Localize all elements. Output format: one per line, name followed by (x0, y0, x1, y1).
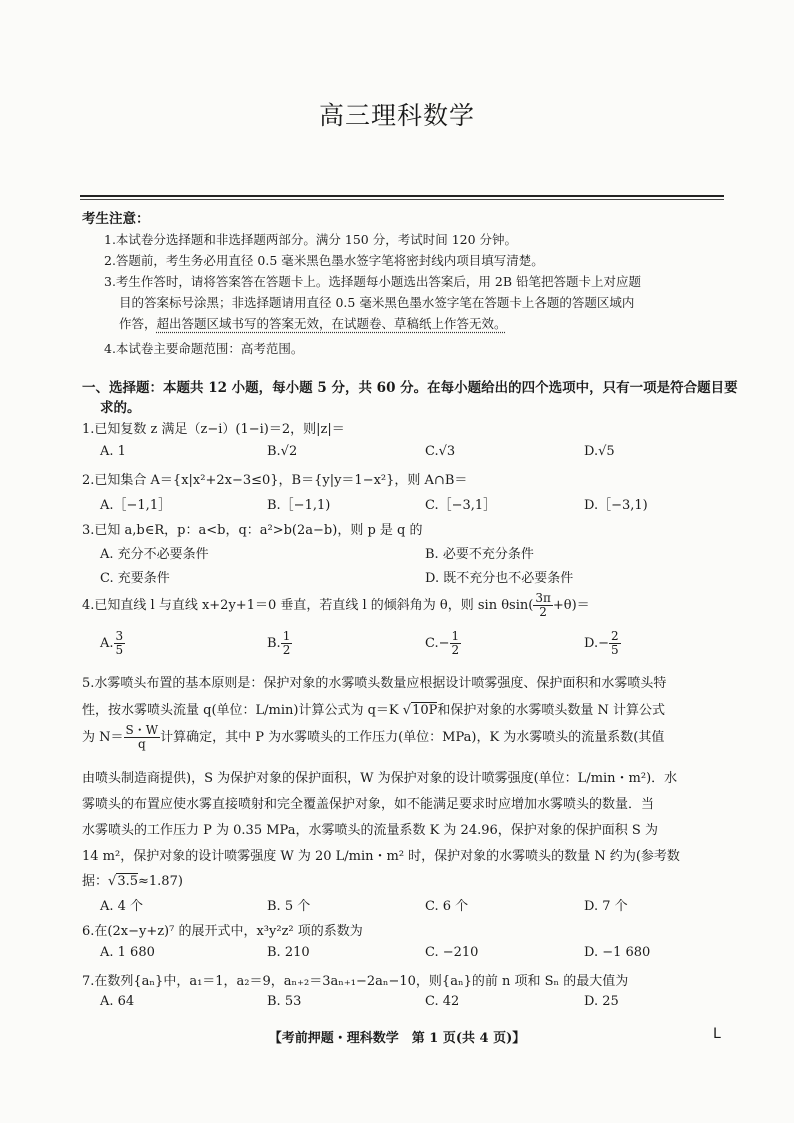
q1-option-c: C.√3 (425, 444, 456, 459)
notice-item: 目的答案标号涂黑；非选择题请用直径 0.5 毫米黑色墨水签字笔在答题卡上各题的答题区域内 (119, 295, 635, 310)
q3-option-b: B. 必要不充分条件 (425, 547, 534, 562)
fraction-numerator: 1 (282, 629, 291, 643)
notice-text: 作答， (119, 316, 157, 331)
question-5-line: 水雾喷头的工作压力 P 为 0.35 MPa，水雾喷头的流量系数 K 为 24.96，保护对象的保护面积 S 为 (82, 823, 658, 838)
q3-option-c: C. 充要条件 (100, 571, 170, 586)
q7-option-b: B. 53 (267, 994, 302, 1009)
q7-option-a: A. 64 (100, 994, 135, 1009)
q4-stem-end: +θ)＝ (552, 598, 590, 613)
option-label: C. (425, 636, 439, 651)
notice-item: 3.考生作答时，请将答案答在答题卡上。选择题每小题选出答案后，用 2B 铅笔把答题卡上对应题 (104, 274, 642, 289)
fraction-denominator: 5 (611, 643, 619, 657)
q5-text: 性，按水雾喷头流量 q(单位：L/min)计算公式为 q＝K (82, 703, 403, 718)
option-sign: − (598, 636, 609, 651)
q7-option-c: C. 42 (425, 994, 460, 1009)
section-heading: 一、选择题：本题共 12 小题，每小题 5 分，共 60 分。在每小题给出的四个选项中，只有一项是符合题目要 (82, 380, 738, 396)
notice-item: 4.本试卷主要命题范围：高考范围。 (104, 341, 304, 356)
notice-emphasis: 超出答题区域书写的答案无效，在试题卷、草稿纸上作答无效。 (156, 316, 507, 331)
section-heading-cont: 求的。 (100, 400, 141, 416)
notice-heading: 考生注意： (82, 211, 150, 227)
fraction-denominator: 2 (451, 643, 460, 657)
page-footer: 【考前押题・理科数学 第 1 页(共 4 页)】 (268, 1031, 526, 1046)
option-fraction (281, 630, 293, 657)
question-7: 7.在数列{aₙ}中，a₁＝1，a₂＝9，aₙ₊₂＝3aₙ₊₁−2aₙ−10，则{aₙ}的前 n 项和 Sₙ 的最大值为 (82, 974, 629, 989)
notice-item: 2.答题前，考生务必用直径 0.5 毫米黑色墨水签字笔将密封线内项目填写清楚。 (104, 253, 544, 268)
option-fraction (450, 630, 462, 657)
q5-sqrt: 3.5 (117, 874, 138, 889)
fraction-denominator: 5 (115, 643, 124, 657)
q5-fraction (124, 724, 161, 751)
q1-option-a: A. 1 (100, 444, 126, 459)
question-5-line: 14 m²，保护对象的设计喷雾强度 W 为 20 L/min・m² 时，保护对象的水雾喷头的数量 N 约为(参考数 (82, 849, 680, 864)
option-sign: − (438, 636, 450, 651)
q5-text: 为 N＝ (82, 730, 124, 745)
question-3: 3.已知 a,b∈R，p：a<b，q：a²>b(2a−b)，则 p 是 q 的 (82, 523, 423, 538)
option-label: A. (100, 636, 114, 651)
q4-stem: 4.已知直线 l 与直线 x+2y+1＝0 垂直，若直线 l 的倾斜角为 θ，则 sin θsin( (82, 598, 534, 613)
divider (80, 199, 724, 200)
question-4 (82, 592, 590, 619)
q5-text: 和保护对象的水雾喷头数量 N 计算公式 (437, 703, 666, 718)
question-5-line: 雾喷头的布置应使水雾直接喷射和完全覆盖保护对象，如不能满足要求时应增加水雾喷头的数量．当 (82, 797, 655, 812)
q4-option-b (267, 630, 292, 657)
q7-option-d: D. 25 (584, 994, 619, 1009)
q5-text: 计算确定，其中 P 为水雾喷头的工作压力(单位：MPa)，K 为水雾喷头的流量系数(其值 (160, 730, 665, 745)
q6-option-a: A. 1 680 (100, 945, 155, 960)
q2-option-d: D.［−3,1) (584, 498, 648, 513)
version-letter: L (713, 1026, 721, 1042)
fraction-numerator: 3 (115, 629, 124, 643)
q2-option-b: B.［−1,1) (267, 498, 331, 513)
option-label: B. (267, 636, 281, 651)
question-5-line: 由喷头制造商提供)，S 为保护对象的保护面积，W 为保护对象的设计喷雾强度(单位：L/min・m²)．水 (82, 771, 678, 786)
fraction-numerator: S・W (125, 723, 159, 737)
notice-item (119, 315, 507, 333)
question-5-line: 据：√3.5≈1.87) (82, 874, 183, 889)
q6-option-d: D. −1 680 (584, 945, 651, 960)
fraction-numerator: 1 (451, 629, 460, 643)
fraction-numerator: 3π (535, 591, 551, 605)
q4-option-a (100, 630, 125, 657)
q2-option-c: C.［−3,1］ (425, 498, 497, 513)
q3-option-d: D. 既不充分也不必要条件 (425, 571, 574, 586)
q1-option-d: D.√5 (584, 444, 615, 459)
q6-option-b: B. 210 (267, 945, 310, 960)
option-fraction (609, 630, 621, 657)
question-5-line: 性，按水雾喷头流量 q(单位：L/min)计算公式为 q＝K √10P和保护对象的水雾喷头数量 N 计算公式 (82, 703, 666, 718)
q4-option-c (425, 630, 461, 657)
fraction-denominator: 2 (539, 605, 547, 619)
q5-option-a: A. 4 个 (100, 899, 144, 914)
fraction-denominator: q (137, 737, 146, 751)
question-5-line (82, 724, 664, 751)
q5-text: ≈1.87) (138, 874, 183, 889)
q5-option-b: B. 5 个 (267, 899, 311, 914)
fraction-numerator: 2 (611, 629, 619, 643)
q5-text: 据： (82, 874, 109, 889)
q4-stem-fraction (533, 592, 553, 619)
option-label: D. (584, 636, 599, 651)
q5-sqrt: 10P (412, 703, 438, 718)
q3-option-a: A. 充分不必要条件 (100, 547, 209, 562)
fraction-denominator: 2 (282, 643, 291, 657)
q5-option-c: C. 6 个 (425, 899, 469, 914)
q5-option-d: D. 7 个 (584, 899, 628, 914)
option-fraction (114, 630, 126, 657)
q2-option-a: A.［−1,1］ (100, 498, 172, 513)
notice-item: 1.本试卷分选择题和非选择题两部分。满分 150 分，考试时间 120 分钟。 (104, 232, 518, 247)
q4-option-d (584, 630, 621, 657)
q6-option-c: C. −210 (425, 945, 479, 960)
question-2: 2.已知集合 A＝{x|x²+2x−3≤0}，B＝{y|y＝1−x²}，则 A∩B＝ (82, 473, 468, 488)
question-6: 6.在(2x−y+z)⁷ 的展开式中，x³y²z² 项的系数为 (82, 924, 363, 939)
question-5: 5.水雾喷头布置的基本原则是：保护对象的水雾喷头数量应根据设计喷雾强度、保护面积和水雾喷头特 (82, 676, 667, 691)
page-title: 高三理科数学 (318, 101, 475, 130)
question-1: 1.已知复数 z 满足（z−i）(1−i)＝2，则|z|＝ (82, 422, 345, 437)
q1-option-b: B.√2 (267, 444, 298, 459)
divider (80, 195, 724, 197)
